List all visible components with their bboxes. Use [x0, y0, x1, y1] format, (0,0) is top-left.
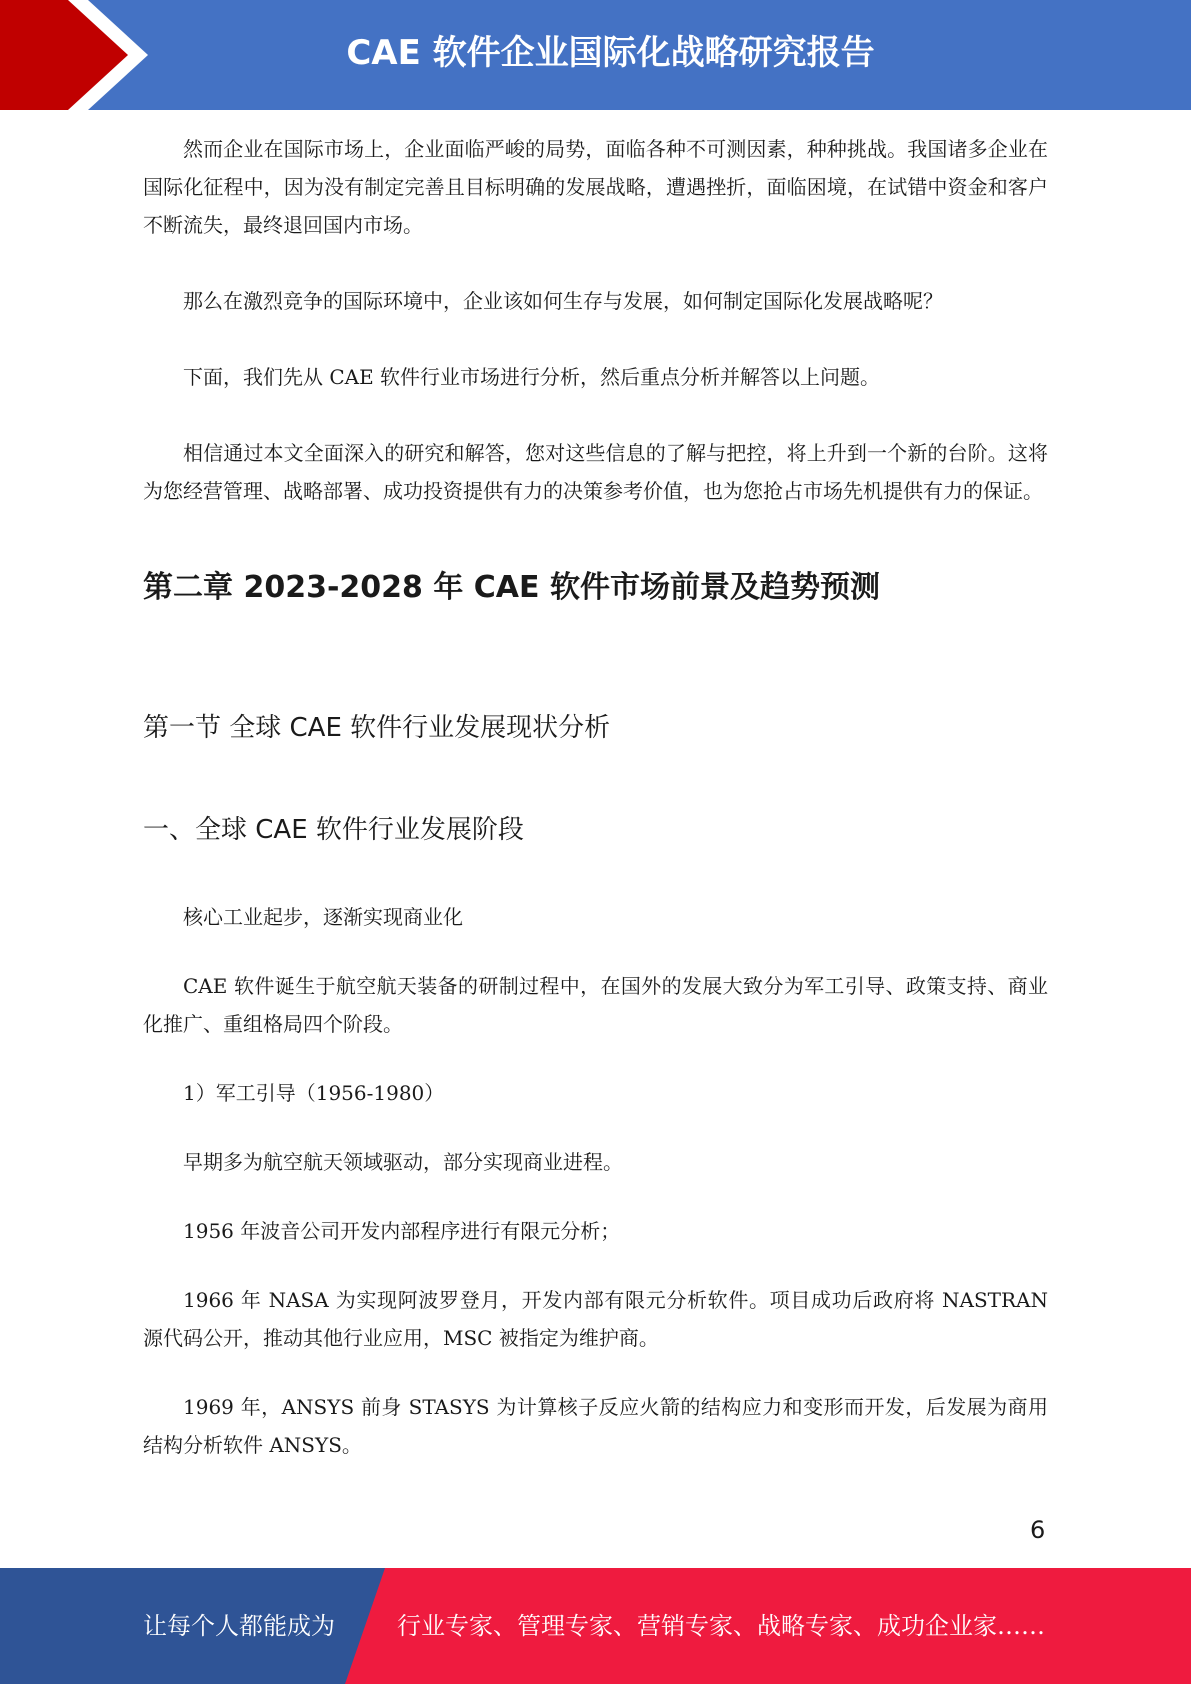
chapter-title: 第二章 2023-2028 年 CAE 软件市场前景及趋势预测: [143, 570, 880, 605]
page-number: 6: [1030, 1516, 1046, 1544]
section-title: 第一节 全球 CAE 软件行业发展现状分析: [143, 713, 611, 743]
paragraph: 那么在激烈竞争的国际环境中，企业该如何生存与发展，如何制定国际化发展战略呢？: [183, 289, 943, 313]
paragraph: CAE 软件诞生于航空航天装备的研制过程中，在国外的发展大致分为军工引导、政策支持、商业化推广、重组格局四个阶段。: [143, 974, 1048, 1036]
paragraph: 1956 年波音公司开发内部程序进行有限元分析；: [183, 1219, 621, 1243]
header-title: CAE 软件企业国际化战略研究报告: [346, 33, 875, 73]
subsection-title: 一、全球 CAE 软件行业发展阶段: [143, 815, 524, 845]
paragraph: 1）军工引导（1956-1980）: [183, 1081, 445, 1105]
document-body: [143, 130, 1048, 1464]
paragraph: 下面，我们先从 CAE 软件行业市场进行分析，然后重点分析并解答以上问题。: [183, 365, 881, 389]
paragraph: 然而企业在国际市场上，企业面临严峻的局势，面临各种不可测因素，种种挑战。我国诸多企业在国际化征程中，因为没有制定完善且目标明确的发展战略，遭遇挫折，面临困境，在试错中资金和客户不断流失，最终退回国内市场。: [143, 137, 1048, 237]
paragraph: 相信通过本文全面深入的研究和解答，您对这些信息的了解与把控，将上升到一个新的台阶。这将为您经营管理、战略部署、成功投资提供有力的决策参考价值，也为您抢占市场先机提供有力的保证。: [143, 441, 1048, 503]
page-footer: [0, 1568, 1191, 1684]
paragraph: 核心工业起步，逐渐实现商业化: [183, 905, 463, 929]
paragraph: 1966 年 NASA 为实现阿波罗登月，开发内部有限元分析软件。项目成功后政府将 NASTRAN 源代码公开，推动其他行业应用，MSC 被指定为维护商。: [143, 1288, 1048, 1350]
page-header: [0, 0, 1191, 110]
paragraph: 1969 年，ANSYS 前身 STASYS 为计算核子反应火箭的结构应力和变形而开发，后发展为商用结构分析软件 ANSYS。: [143, 1395, 1048, 1457]
footer-slogan-left: 让每个人都能成为: [143, 1612, 335, 1640]
paragraph: 早期多为航空航天领域驱动，部分实现商业进程。: [183, 1150, 623, 1174]
footer-slogan-right: 行业专家、管理专家、营销专家、战略专家、成功企业家……: [397, 1612, 1045, 1640]
